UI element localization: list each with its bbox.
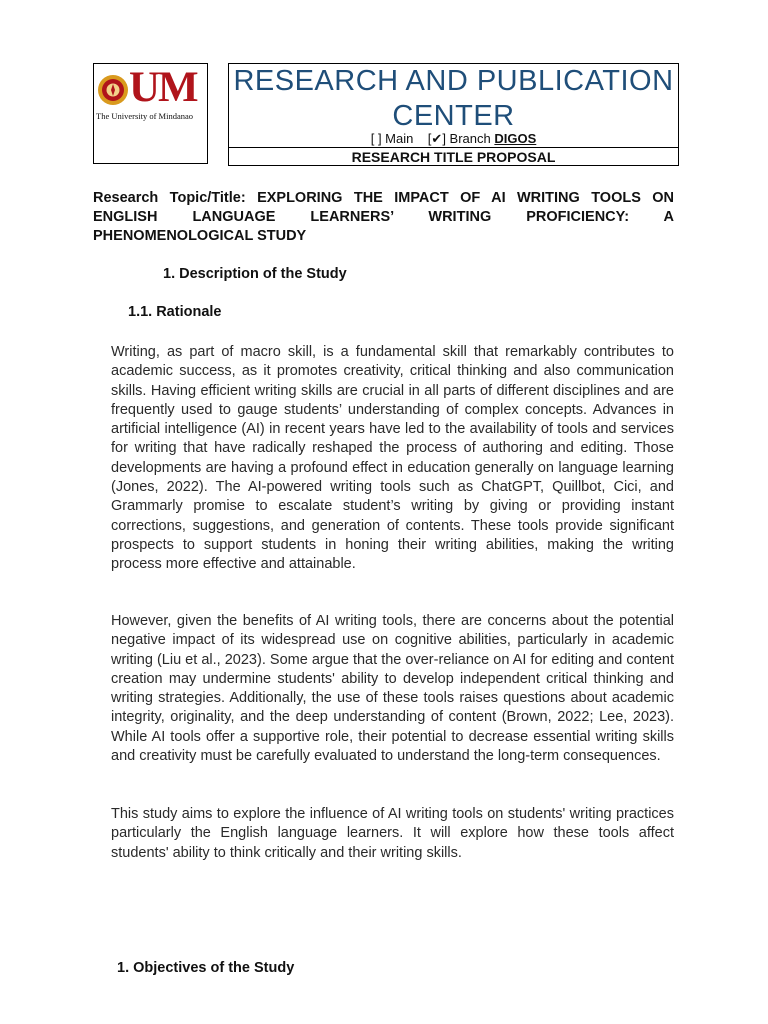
branch-name: DIGOS: [494, 131, 537, 146]
rationale-paragraph-1: Writing, as part of macro skill, is a fundamental skill that remarkably contributes to academic success, as it promotes creativity, critical thinking and also communication skills. Having efficient writing skills are crucial in all parts of different disciplines and are frequently used to gauge students’ understanding of complex concepts. Advances in artificial intelligence (AI) in recent years have led to the availability of tools and services for writing that have radically reshaped the process of authoring and editing. Those developments are having a profound effect in education generally on language learning (Jones, 2022). The AI-powered writing tools such as ChatGPT, Quillbot, Cici, and Grammarly promise to escalate student’s writing by giving or providing instant corrections, suggestions, and generation of contents. These tools provide significant prospects to support students in honing their writing abilities, making the writing process more effective and attainable.: [111, 344, 674, 573]
rationale-paragraph-3: This study aims to explore the influence of AI writing tools on students' writing practices particularly the English language learners. It will explore how these tools affect students' ability to think critically and their writing skills.: [111, 806, 674, 861]
logo-wordmark: UM: [129, 64, 197, 111]
branch-checkbox[interactable]: [428, 131, 495, 146]
research-topic: [93, 189, 674, 246]
center-title: RESEARCH AND PUBLICATION CENTER: [233, 65, 674, 132]
branch-label: ] Branch: [442, 131, 491, 146]
topic-label: Research Topic/Title:: [93, 190, 246, 206]
rationale-paragraph-2: However, given the benefits of AI writing tools, there are concerns about the potential negative impact of its widespread use on cognitive abilities, particularly in academic writing (Liu et al., 2023). Some argue that the over-reliance on AI for editing and content creation may undermine students' ability to develop independent critical thinking and writing strategies. Additionally, the use of these tools raises questions about academic integrity, originality, and the deep understanding of content (Brown, 2022; Lee, 2023). While AI tools offer a supportive role, their potential to decrease essential writing skills and creativity must be carefully evaluated to understand the long-term consequences.: [111, 613, 674, 765]
university-logo: [93, 63, 208, 164]
logo-subtext: The University of Mindanao: [96, 111, 194, 121]
university-seal-icon: [97, 73, 129, 107]
header-divider: [229, 147, 678, 148]
branch-bracket-open: [: [427, 131, 432, 146]
campus-selector: [229, 131, 678, 147]
checkmark-icon: ✔: [431, 131, 443, 146]
topic-title: EXPLORING THE IMPACT OF AI WRITING TOOLS ON ENGLISH LANGUAGE LEARNERS’ WRITING PROFICIENCY: A PHENOMENOLOGICAL STUDY: [93, 190, 675, 244]
form-title: RESEARCH TITLE PROPOSAL: [351, 149, 556, 165]
section-heading-objectives: 1. Objectives of the Study: [117, 960, 295, 976]
section-heading-description: 1. Description of the Study: [163, 266, 347, 282]
header-box: [228, 63, 679, 166]
main-checkbox[interactable]: [ ] Main: [370, 131, 414, 146]
subsection-heading-rationale: 1.1. Rationale: [128, 304, 222, 320]
